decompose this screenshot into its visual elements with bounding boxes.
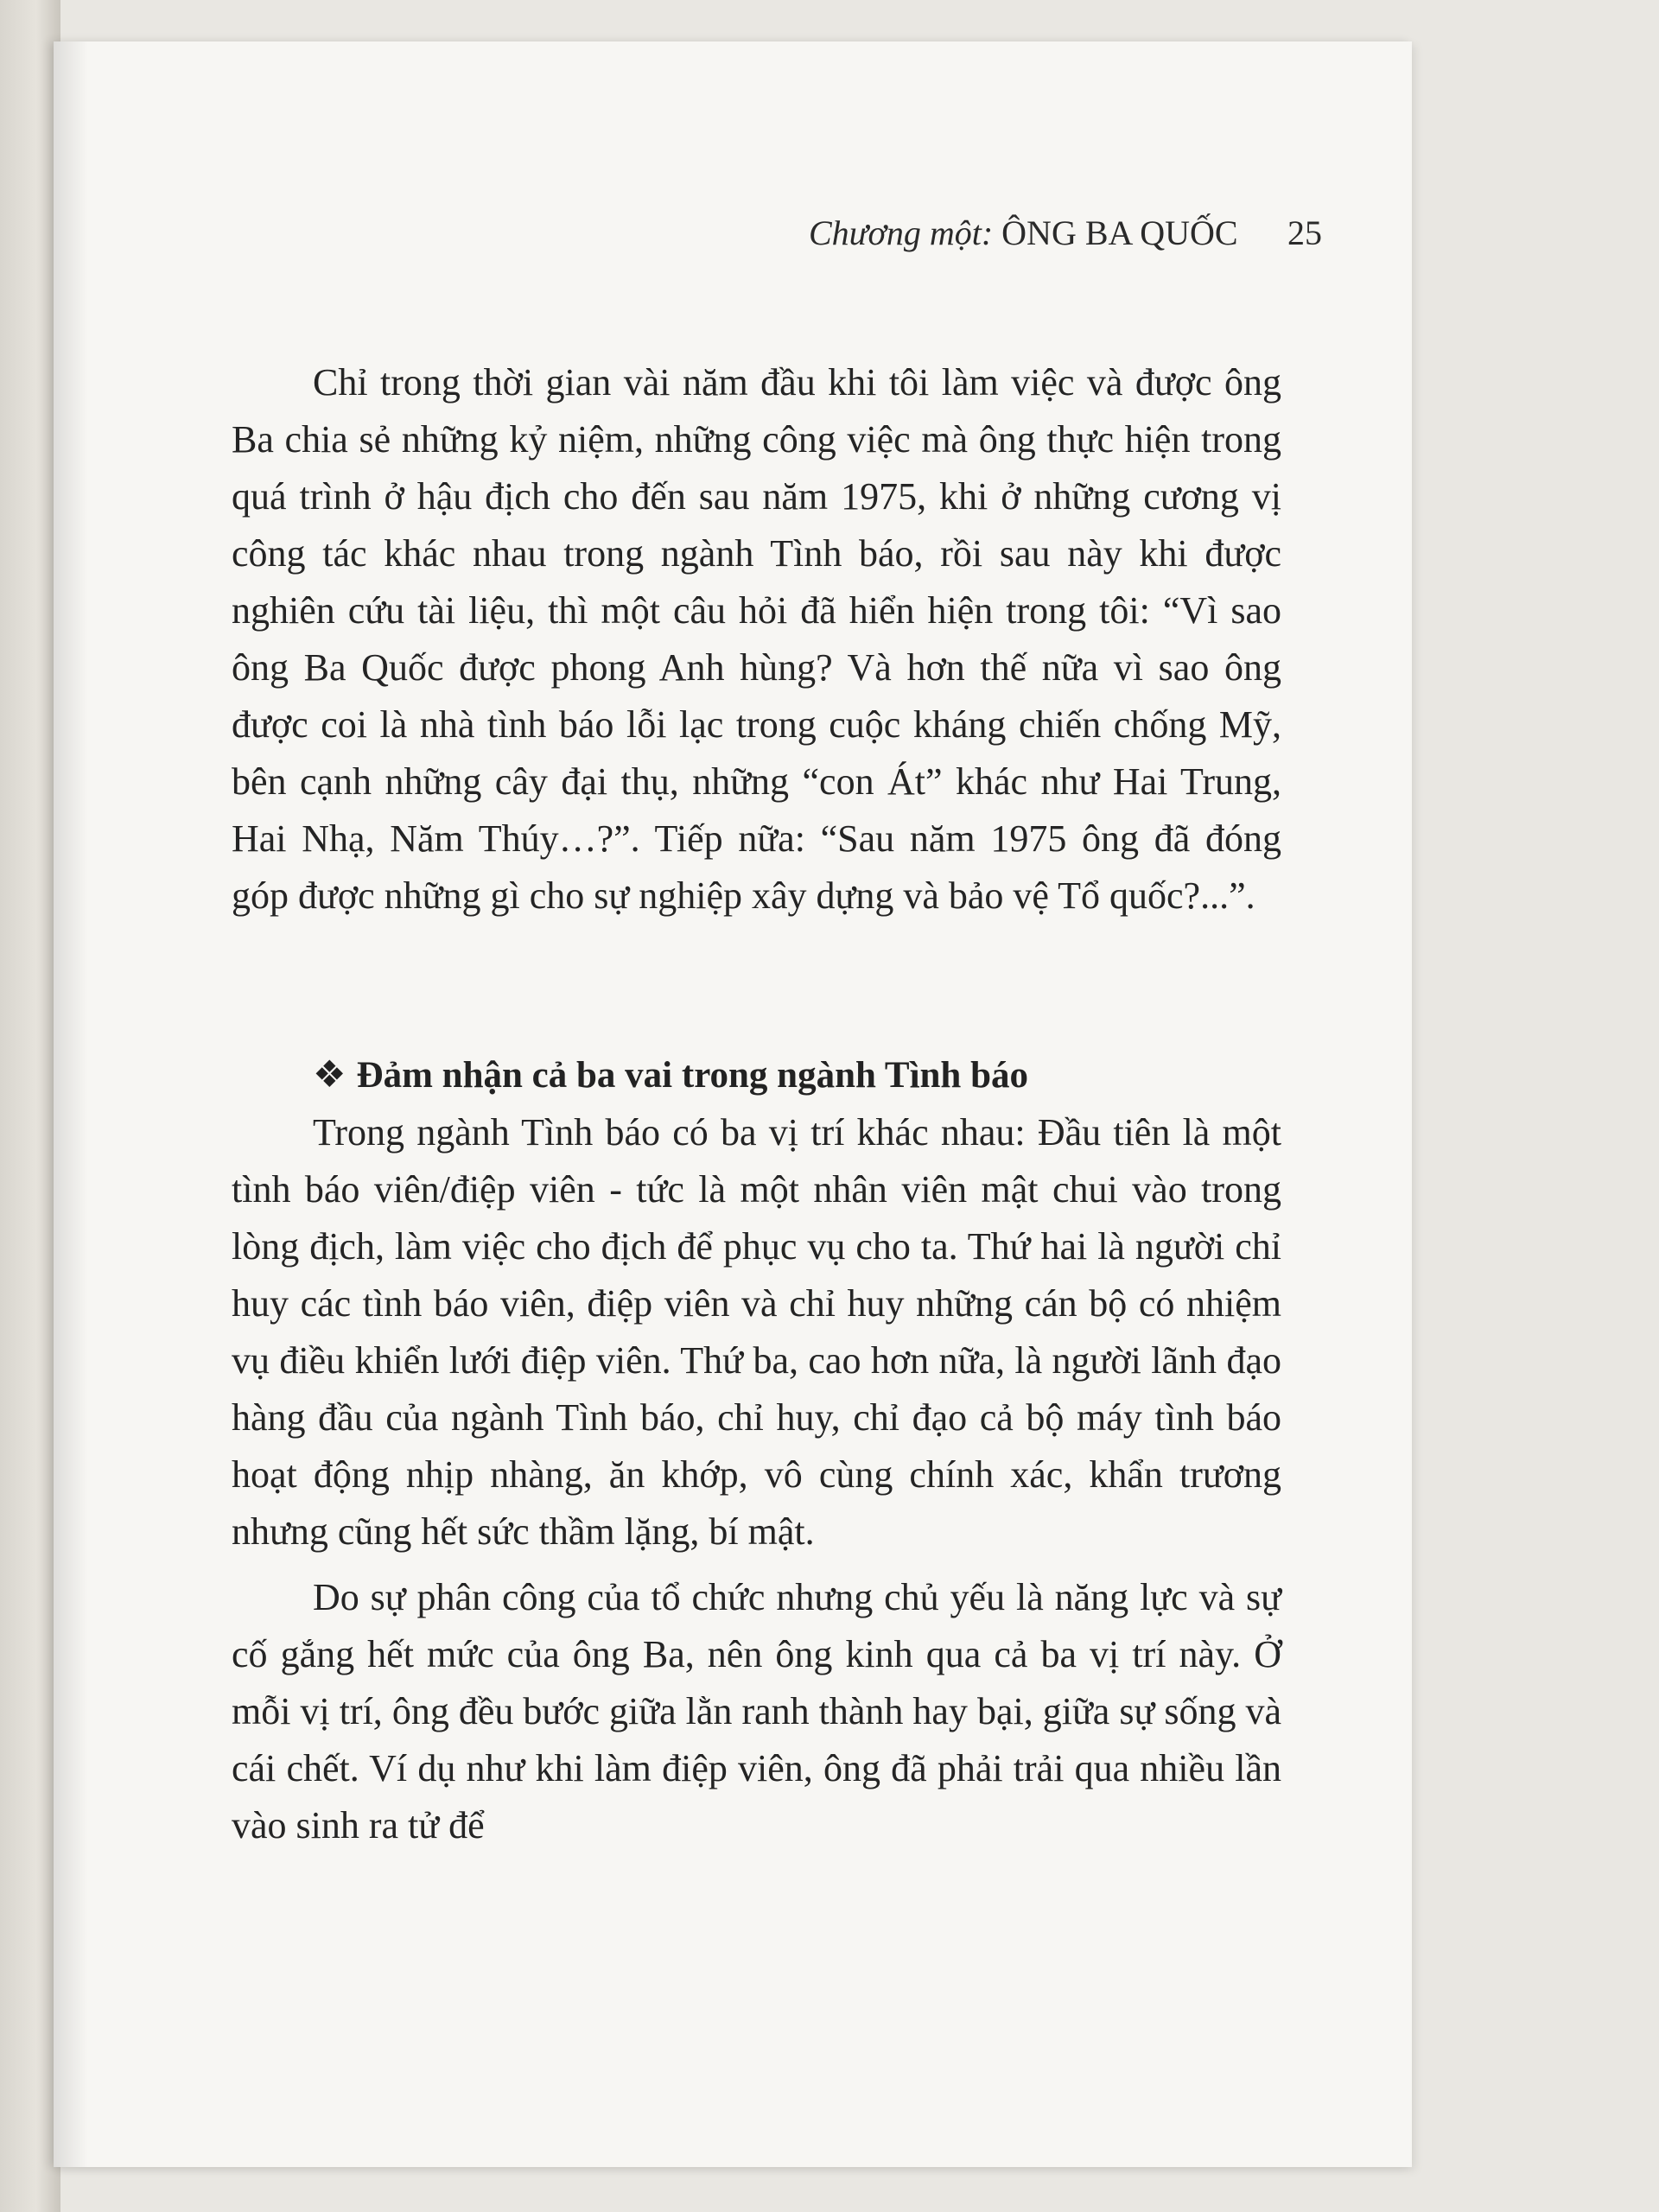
chapter-title: ÔNG BA QUỐC (1001, 213, 1238, 252)
body-text (232, 354, 1281, 1854)
spine-shadow (54, 41, 88, 2167)
section-heading-text: Đảm nhận cả ba vai trong ngành Tình báo (356, 1055, 1029, 1096)
paragraph-1: Chỉ trong thời gian vài năm đầu khi tôi làm việc và được ông Ba chia sẻ những kỷ niệm, những công việc mà ông thực hiện trong quá trình ở hậu địch cho đến sau năm 1975, khi ở những cương vị công tác khác nhau trong ngành Tình báo, rồi sau này khi được nghiên cứu tài liệu, thì một câu hỏi đã hiển hiện trong tôi: “Vì sao ông Ba Quốc được phong Anh hùng? Và hơn thế nữa vì sao ông được coi là nhà tình báo lỗi lạc trong cuộc kháng chiến chống Mỹ, bên cạnh những cây đại thụ, những “con Át” khác như Hai Trung, Hai Nhạ, Năm Thúy…?”. Tiếp nữa: “Sau năm 1975 ông đã đóng góp được những gì cho sự nghiệp xây dựng và bảo vệ Tổ quốc?...”. (232, 361, 1281, 917)
underlying-page-edge (0, 0, 60, 2212)
page-number: 25 (1287, 213, 1322, 252)
book-page (54, 41, 1412, 2167)
running-head-text (809, 213, 1238, 253)
diamond-bullet-icon: ❖ (313, 1055, 346, 1096)
paragraph-3: Do sự phân công của tổ chức nhưng chủ yếu là năng lực và sự cố gắng hết mức của ông Ba, nên ông kinh qua cả ba vị trí này. Ở mỗi vị trí, ông đều bước giữa lằn ranh thành hay bại, giữa sự sống và cái chết. Ví dụ như khi làm điệp viên, ông đã phải trải qua nhiều lần vào sinh ra tử để (232, 1576, 1281, 1847)
running-header (809, 213, 1370, 264)
chapter-label: Chương một: (809, 213, 994, 252)
section-heading (232, 1047, 1281, 1104)
paragraph-2: Trong ngành Tình báo có ba vị trí khác nhau: Đầu tiên là một tình báo viên/điệp viên - tức là một nhân viên mật chui vào trong lòng địch, làm việc cho địch để phục vụ cho ta. Thứ hai là người chỉ huy các tình báo viên, điệp viên và chỉ huy những cán bộ có nhiệm vụ điều khiển lưới điệp viên. Thứ ba, cao hơn nữa, là người lãnh đạo hàng đầu của ngành Tình báo, chỉ huy, chỉ đạo cả bộ máy tình báo hoạt động nhịp nhàng, ăn khớp, vô cùng chính xác, khẩn trương nhưng cũng hết sức thầm lặng, bí mật. (232, 1111, 1281, 1553)
